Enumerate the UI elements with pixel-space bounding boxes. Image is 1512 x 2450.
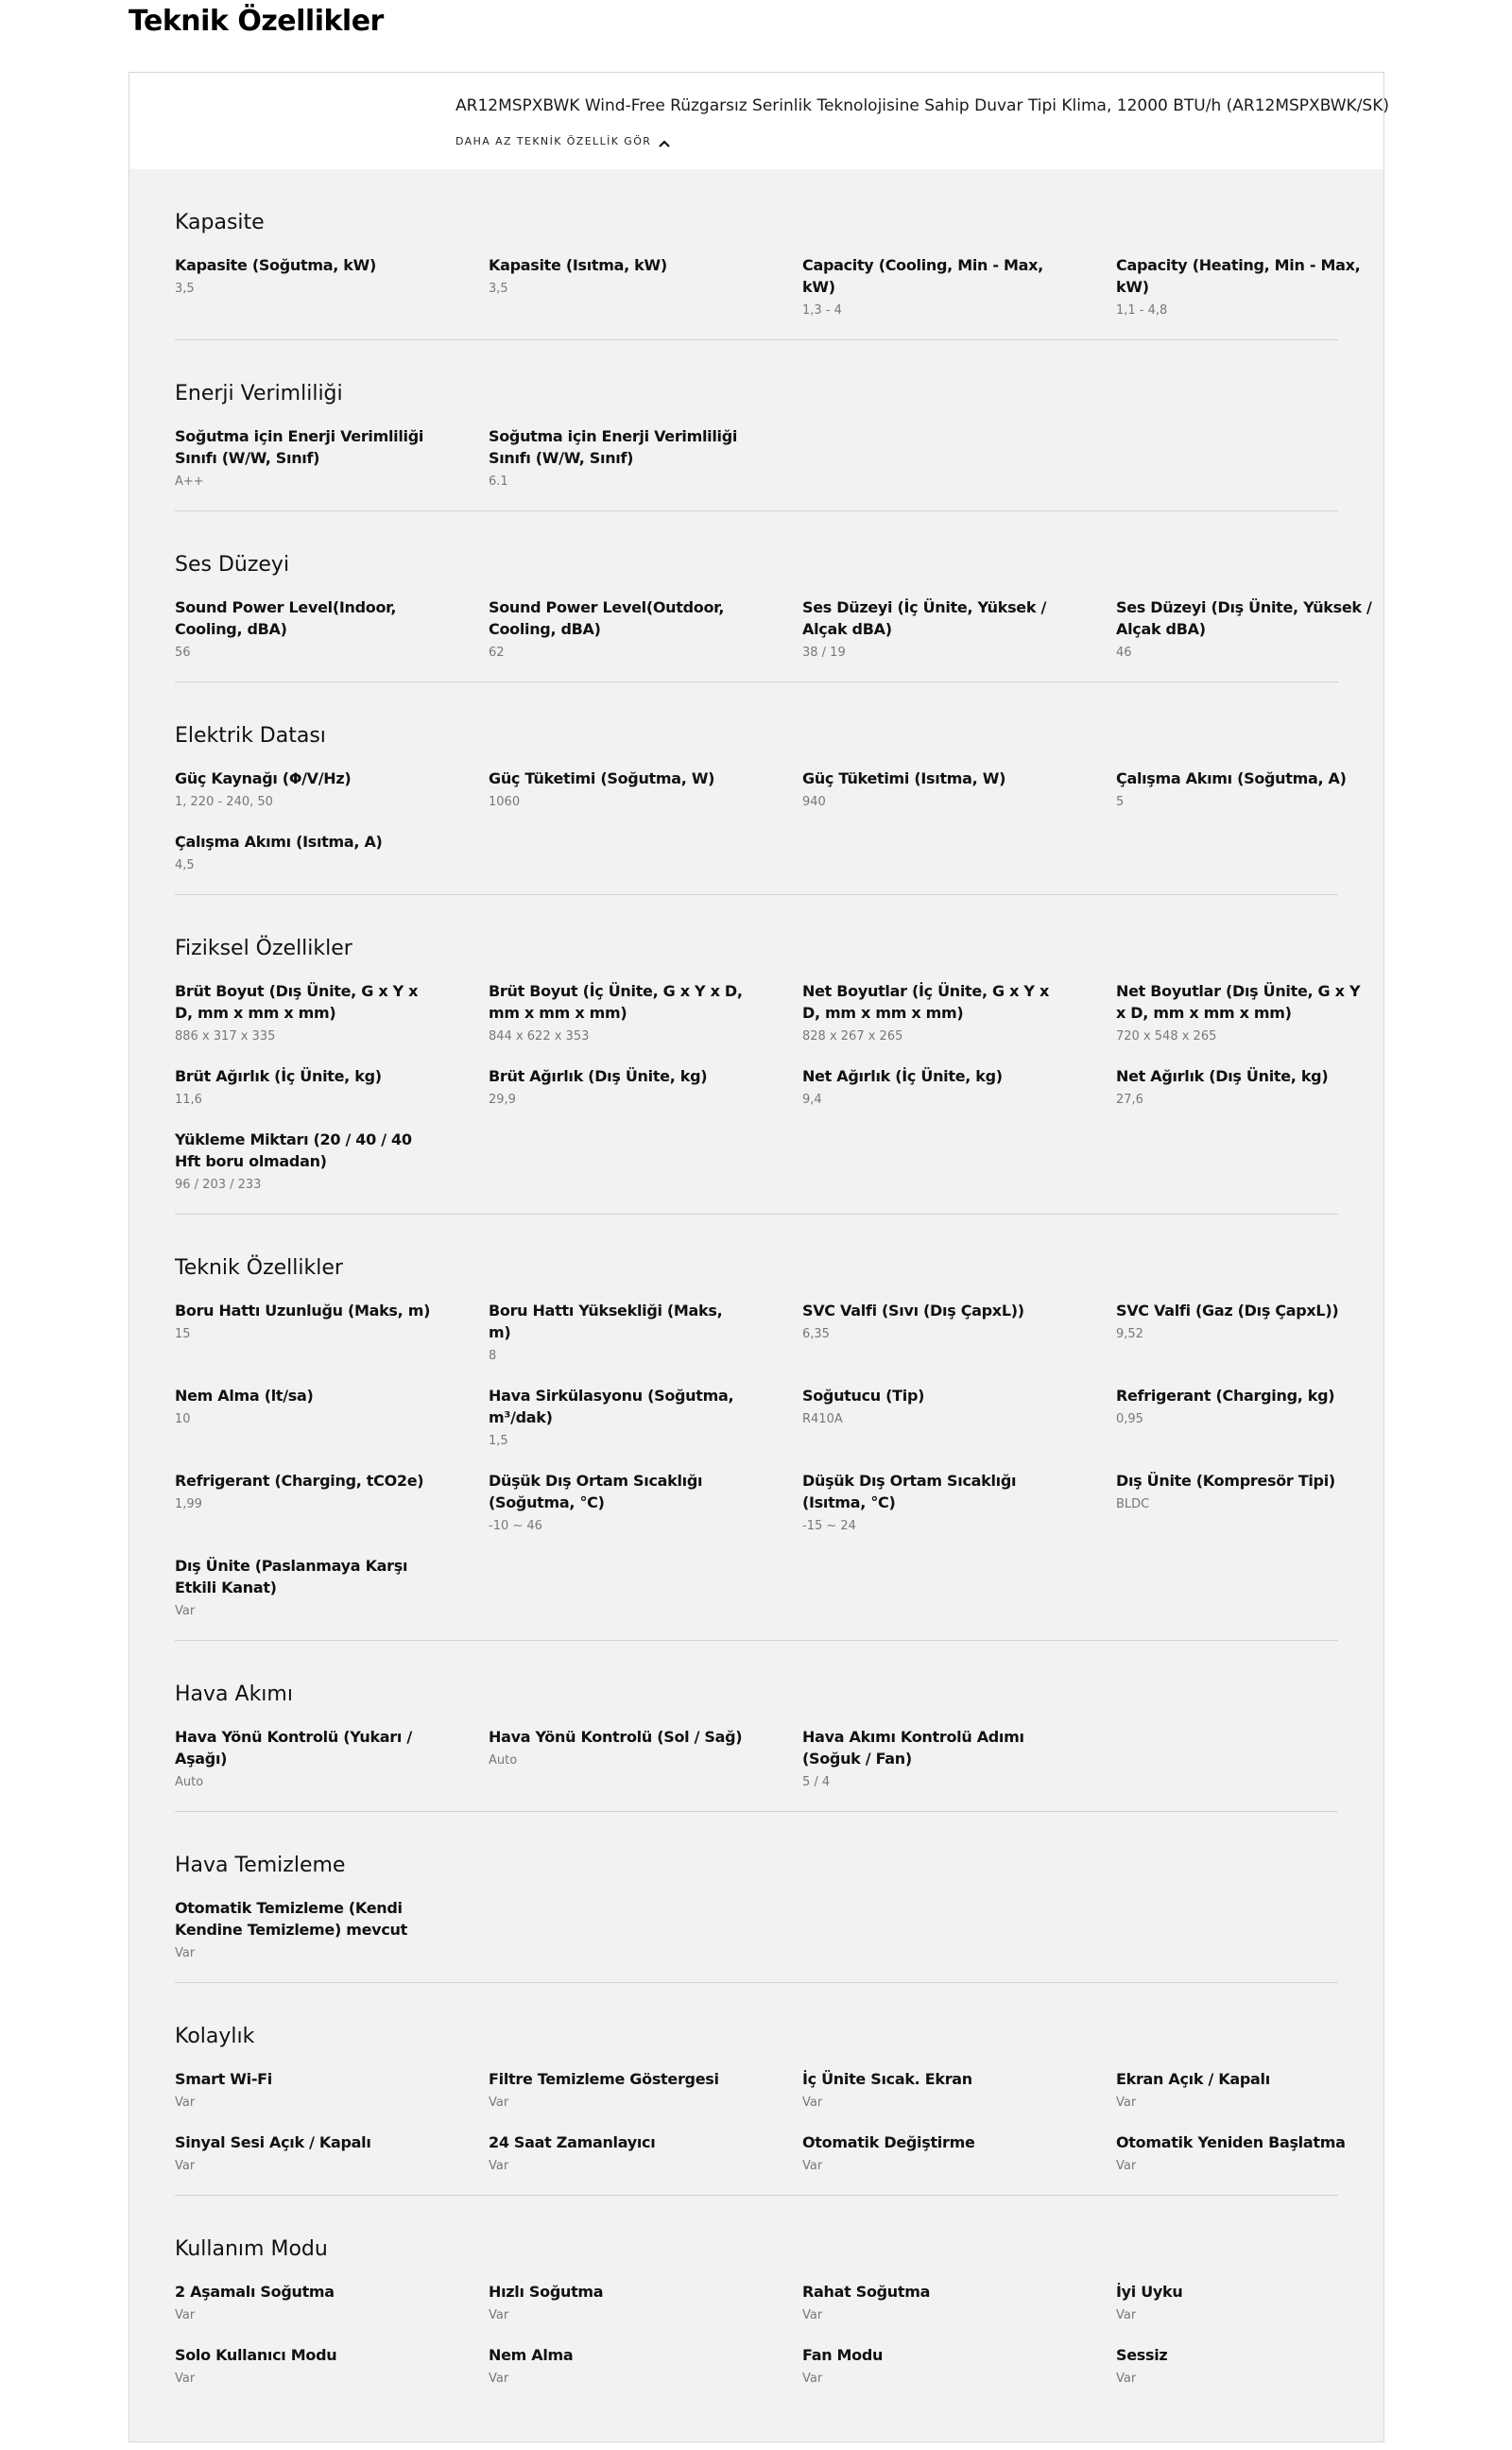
spec-item <box>1116 2131 1430 2195</box>
spec-grid <box>175 254 1361 339</box>
spec-value: 56 <box>175 646 191 660</box>
spec-label: İç Ünite Sıcak. Ekran <box>802 2070 972 2088</box>
spec-value: Var <box>175 1946 196 1960</box>
spec-value: Var <box>802 2308 823 2322</box>
spec-label: SVC Valfi (Sıvı (Dış ÇapxL)) <box>802 1302 1024 1320</box>
spec-item <box>1116 1300 1430 1385</box>
spec-item <box>175 1555 489 1640</box>
spec-label: Ses Düzeyi (İç Ünite, Yüksek / Alçak dBA) <box>802 598 1047 638</box>
spec-item <box>489 254 802 339</box>
spec-value: 62 <box>489 646 505 660</box>
spec-item <box>1116 596 1430 682</box>
spec-value: 9,52 <box>1116 1327 1143 1341</box>
spec-item <box>1116 1065 1430 1129</box>
spec-item <box>175 1470 489 1555</box>
product-name: AR12MSPXBWK Wind-Free Rüzgarsız Serinlik Teknolojisine Sahip Duvar Tipi Klima, 12000 BTU/h (AR12MSPXBWK/SK) <box>455 96 1390 115</box>
spec-value: 6.1 <box>489 474 508 489</box>
spec-value: 27,6 <box>1116 1093 1143 1107</box>
spec-label: Ses Düzeyi (Dış Ünite, Yüksek / Alçak dBA) <box>1116 598 1372 638</box>
spec-value: 1,5 <box>489 1434 508 1448</box>
spec-label: Otomatik Değiştirme <box>802 2133 975 2151</box>
spec-label: 2 Aşamalı Soğutma <box>175 2283 335 2301</box>
spec-item <box>175 425 489 510</box>
spec-value: 1, 220 - 240, 50 <box>175 795 273 809</box>
spec-item <box>802 1726 1116 1811</box>
spec-label: Sessiz <box>1116 2346 1168 2364</box>
spec-value: Auto <box>489 1753 518 1768</box>
section-title: Kullanım Modu <box>175 2237 328 2261</box>
spec-label: Sinyal Sesi Açık / Kapalı <box>175 2133 371 2151</box>
show-less-specs-label: DAHA AZ TEKNİK ÖZELLİK GÖR <box>455 135 652 147</box>
spec-value: 8 <box>489 1349 497 1363</box>
spec-label: Nem Alma <box>489 2346 574 2364</box>
spec-label: Dış Ünite (Paslanmaya Karşı Etkili Kanat) <box>175 1557 408 1596</box>
spec-label: Otomatik Temizleme (Kendi Kendine Temizleme) mevcut <box>175 1899 407 1939</box>
spec-grid <box>175 425 1338 510</box>
spec-label: Brüt Ağırlık (İç Ünite, kg) <box>175 1067 382 1085</box>
spec-value: Var <box>489 2096 509 2110</box>
spec-value: Auto <box>175 1775 204 1789</box>
spec-section <box>175 169 1361 340</box>
spec-label: Brüt Boyut (İç Ünite, G x Y x D, mm x mm x mm) <box>489 982 743 1022</box>
spec-label: Net Ağırlık (İç Ünite, kg) <box>802 1067 1003 1085</box>
spec-item <box>802 1470 1116 1555</box>
section-title: Elektrik Datası <box>175 724 326 748</box>
spec-value: 940 <box>802 795 826 809</box>
spec-item <box>175 1129 489 1214</box>
spec-item <box>1116 980 1430 1065</box>
spec-item <box>489 1470 802 1555</box>
spec-item <box>1116 254 1430 339</box>
spec-sections <box>129 169 1383 2407</box>
spec-item <box>802 1065 1116 1129</box>
spec-value: Var <box>489 2308 509 2322</box>
spec-label: Net Ağırlık (Dış Ünite, kg) <box>1116 1067 1329 1085</box>
spec-label: Net Boyutlar (Dış Ünite, G x Y x D, mm x mm x mm) <box>1116 982 1361 1022</box>
section-title: Hava Temizleme <box>175 1854 346 1877</box>
spec-value: A++ <box>175 474 204 489</box>
spec-item <box>175 1726 489 1811</box>
spec-label: Yükleme Miktarı (20 / 40 / 40 Hft boru olmadan) <box>175 1130 412 1170</box>
section-title: Kapasite <box>175 211 265 234</box>
spec-label: Çalışma Akımı (Isıtma, A) <box>175 833 383 851</box>
spec-value: 9,4 <box>802 1093 822 1107</box>
spec-grid <box>175 1300 1338 1640</box>
spec-item <box>489 2131 802 2195</box>
spec-value: 1,99 <box>175 1497 202 1511</box>
chevron-up-icon <box>659 138 670 146</box>
spec-item <box>175 1065 489 1129</box>
spec-label: Düşük Dış Ortam Sıcaklığı (Soğutma, °C) <box>489 1472 703 1511</box>
spec-label: Refrigerant (Charging, tCO2e) <box>175 1472 424 1490</box>
spec-item <box>802 2281 1116 2344</box>
spec-value: Var <box>802 2096 823 2110</box>
spec-item <box>802 1300 1116 1385</box>
spec-item <box>802 2068 1116 2131</box>
spec-label: Güç Tüketimi (Isıtma, W) <box>802 769 1006 787</box>
spec-label: Capacity (Heating, Min - Max, kW) <box>1116 256 1361 296</box>
spec-label: Kapasite (Soğutma, kW) <box>175 256 376 274</box>
spec-value: Var <box>1116 2308 1137 2322</box>
spec-item <box>489 980 802 1065</box>
spec-label: Boru Hattı Yüksekliği (Maks, m) <box>489 1302 723 1341</box>
spec-label: Güç Kaynağı (Φ/V/Hz) <box>175 769 352 787</box>
spec-label: Net Boyutlar (İç Ünite, G x Y x D, mm x mm x mm) <box>802 982 1049 1022</box>
spec-value: 0,95 <box>1116 1412 1143 1426</box>
spec-section <box>175 1812 1338 1983</box>
spec-label: Güç Tüketimi (Soğutma, W) <box>489 769 715 787</box>
spec-item <box>175 2068 489 2131</box>
spec-value: BLDC <box>1116 1497 1150 1511</box>
spec-item <box>1116 1470 1430 1555</box>
spec-grid <box>175 980 1361 1214</box>
spec-grid <box>175 2068 1346 2195</box>
show-less-specs-button[interactable] <box>455 135 670 147</box>
spec-value: 1060 <box>489 795 521 809</box>
spec-value: R410A <box>802 1412 843 1426</box>
spec-item <box>489 1726 802 1811</box>
section-title: Kolaylık <box>175 2025 255 2048</box>
spec-label: SVC Valfi (Gaz (Dış ÇapxL)) <box>1116 1302 1339 1320</box>
spec-item <box>802 2344 1116 2407</box>
spec-grid <box>175 1897 1338 1982</box>
spec-label: Hava Sirkülasyonu (Soğutma, m³/dak) <box>489 1387 734 1426</box>
spec-value: Var <box>175 1604 196 1618</box>
spec-item <box>175 2344 489 2407</box>
spec-label: Filtre Temizleme Göstergesi <box>489 2070 719 2088</box>
spec-item <box>175 2281 489 2344</box>
section-title: Hava Akımı <box>175 1682 293 1706</box>
spec-label: Hızlı Soğutma <box>489 2283 604 2301</box>
spec-value: 3,5 <box>489 282 508 296</box>
spec-item <box>175 1897 489 1982</box>
spec-label: Kapasite (Isıtma, kW) <box>489 256 667 274</box>
spec-value: Var <box>802 2159 823 2173</box>
spec-value: 38 / 19 <box>802 646 846 660</box>
spec-item <box>802 596 1116 682</box>
spec-item <box>1116 2281 1430 2344</box>
spec-section <box>175 1983 1346 2196</box>
spec-value: Var <box>802 2372 823 2386</box>
section-title: Enerji Verimliliği <box>175 382 343 405</box>
spec-label: Solo Kullanıcı Modu <box>175 2346 337 2364</box>
spec-grid <box>175 596 1372 682</box>
spec-item <box>802 980 1116 1065</box>
spec-item <box>489 2344 802 2407</box>
spec-label: Hava Yönü Kontrolü (Sol / Sağ) <box>489 1728 743 1746</box>
spec-item <box>802 2131 1116 2195</box>
spec-grid <box>175 2281 1338 2407</box>
spec-label: Ekran Açık / Kapalı <box>1116 2070 1270 2088</box>
spec-item <box>802 1385 1116 1470</box>
spec-value: Var <box>1116 2096 1137 2110</box>
spec-label: Hava Yönü Kontrolü (Yukarı / Aşağı) <box>175 1728 412 1768</box>
section-title: Ses Düzeyi <box>175 553 290 577</box>
spec-value: Var <box>1116 2372 1137 2386</box>
spec-section <box>175 1641 1338 1812</box>
spec-value: Var <box>175 2372 196 2386</box>
spec-label: Brüt Ağırlık (Dış Ünite, kg) <box>489 1067 708 1085</box>
spec-grid <box>175 1726 1338 1811</box>
spec-value: Var <box>175 2308 196 2322</box>
spec-item <box>175 1385 489 1470</box>
spec-section <box>175 340 1338 511</box>
spec-item <box>489 768 802 831</box>
spec-value: 5 / 4 <box>802 1775 831 1789</box>
spec-value: 3,5 <box>175 282 195 296</box>
spec-item <box>489 596 802 682</box>
spec-value: 46 <box>1116 646 1132 660</box>
spec-value: 828 x 267 x 265 <box>802 1029 903 1044</box>
spec-item <box>175 596 489 682</box>
spec-value: -10 ~ 46 <box>489 1519 542 1533</box>
spec-label: İyi Uyku <box>1116 2283 1183 2301</box>
spec-item <box>489 1385 802 1470</box>
spec-label: Smart Wi-Fi <box>175 2070 272 2088</box>
spec-label: Soğutma için Enerji Verimliliği Sınıfı (W/W, Sınıf) <box>489 427 738 467</box>
spec-label: Sound Power Level(Outdoor, Cooling, dBA) <box>489 598 725 638</box>
spec-label: Soğutma için Enerji Verimliliği Sınıfı (W/W, Sınıf) <box>175 427 424 467</box>
spec-item <box>1116 768 1430 831</box>
page-title: Teknik Özellikler <box>129 5 384 38</box>
spec-value: 844 x 622 x 353 <box>489 1029 590 1044</box>
spec-value: 886 x 317 x 335 <box>175 1029 276 1044</box>
spec-label: Refrigerant (Charging, kg) <box>1116 1387 1335 1405</box>
spec-value: 4,5 <box>175 858 195 872</box>
spec-value: 29,9 <box>489 1093 516 1107</box>
spec-item <box>489 1300 802 1385</box>
spec-item <box>175 1300 489 1385</box>
spec-value: 1,3 - 4 <box>802 303 842 318</box>
spec-value: 720 x 548 x 265 <box>1116 1029 1217 1044</box>
spec-value: 6,35 <box>802 1327 830 1341</box>
spec-panel <box>129 72 1390 2442</box>
spec-label: 24 Saat Zamanlayıcı <box>489 2133 656 2151</box>
spec-item <box>489 425 802 510</box>
spec-item <box>175 980 489 1065</box>
spec-value: Var <box>489 2159 509 2173</box>
spec-item <box>802 768 1116 831</box>
spec-item <box>175 768 489 831</box>
spec-label: Boru Hattı Uzunluğu (Maks, m) <box>175 1302 431 1320</box>
spec-section <box>175 511 1372 682</box>
spec-item <box>175 2131 489 2195</box>
section-title: Fiziksel Özellikler <box>175 937 352 960</box>
spec-item <box>1116 2068 1430 2131</box>
spec-item <box>489 1065 802 1129</box>
spec-item <box>1116 2344 1430 2407</box>
spec-item <box>489 2281 802 2344</box>
section-title: Teknik Özellikler <box>175 1256 343 1280</box>
spec-label: Nem Alma (lt/sa) <box>175 1387 314 1405</box>
spec-value: Var <box>489 2372 509 2386</box>
spec-label: Rahat Soğutma <box>802 2283 931 2301</box>
spec-label: Sound Power Level(Indoor, Cooling, dBA) <box>175 598 397 638</box>
spec-value: -15 ~ 24 <box>802 1519 856 1533</box>
spec-label: Dış Ünite (Kompresör Tipi) <box>1116 1472 1335 1490</box>
spec-value: 11,6 <box>175 1093 202 1107</box>
spec-label: Düşük Dış Ortam Sıcaklığı (Isıtma, °C) <box>802 1472 1017 1511</box>
spec-section <box>175 895 1361 1215</box>
spec-value: 15 <box>175 1327 191 1341</box>
spec-value: 1,1 - 4,8 <box>1116 303 1168 318</box>
spec-label: Çalışma Akımı (Soğutma, A) <box>1116 769 1347 787</box>
spec-label: Capacity (Cooling, Min - Max, kW) <box>802 256 1043 296</box>
spec-value: 5 <box>1116 795 1125 809</box>
spec-label: Fan Modu <box>802 2346 884 2364</box>
spec-item <box>175 831 489 894</box>
spec-grid <box>175 768 1347 894</box>
spec-value: Var <box>1116 2159 1137 2173</box>
spec-value: Var <box>175 2096 196 2110</box>
spec-value: 96 / 203 / 233 <box>175 1178 262 1192</box>
spec-item <box>489 2068 802 2131</box>
spec-label: Brüt Boyut (Dış Ünite, G x Y x D, mm x mm x mm) <box>175 982 419 1022</box>
spec-value: 10 <box>175 1412 191 1426</box>
spec-item <box>802 254 1116 339</box>
spec-label: Soğutucu (Tip) <box>802 1387 925 1405</box>
spec-value: Var <box>175 2159 196 2173</box>
spec-section <box>175 682 1347 895</box>
spec-section <box>175 2196 1338 2407</box>
spec-panel-header <box>129 73 1390 169</box>
spec-item <box>1116 1385 1430 1470</box>
spec-label: Otomatik Yeniden Başlatma <box>1116 2133 1346 2151</box>
spec-item <box>175 254 489 339</box>
spec-section <box>175 1215 1338 1641</box>
spec-label: Hava Akımı Kontrolü Adımı (Soğuk / Fan) <box>802 1728 1024 1768</box>
